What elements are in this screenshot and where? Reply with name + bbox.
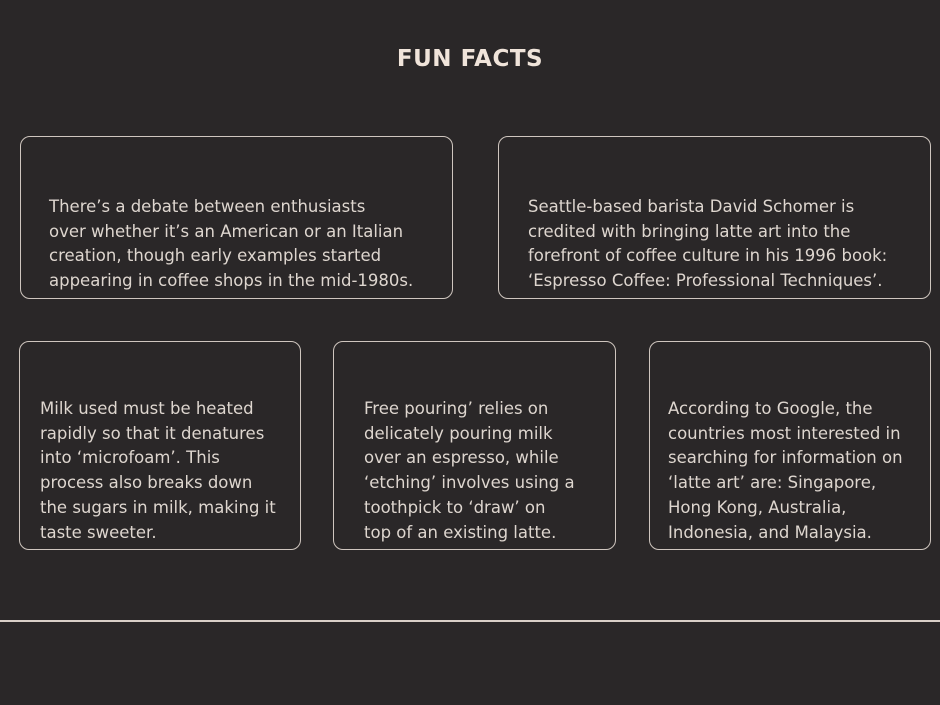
page-title: FUN FACTS [396, 46, 544, 72]
fact-text: There’s a debate between enthusiasts over whether it’s an American or an Italian creation, though early examples started appearing in coffee shops in the mid-1980s. [49, 196, 414, 291]
fact-text: Free pouring’ relies on delicately pouring milk over an espresso, while ‘etching’ involves using a toothpick to ‘draw’ on top of an existing latte. [364, 398, 575, 542]
fact-text: Milk used must be heated rapidly so that it denatures into ‘microfoam’. This process also breaks down the sugars in milk, making it taste sweeter. [40, 398, 276, 542]
fact-text: According to Google, the countries most interested in searching for information on ‘latte art’ are: Singapore, Hong Kong, Australia, Indonesia, and Malaysia. [668, 398, 903, 542]
bottom-divider [0, 620, 940, 622]
fact-card-origin [20, 136, 453, 299]
fact-card-pouring [333, 341, 616, 550]
fact-text: Seattle-based barista David Schomer is credited with bringing latte art into the forefront of coffee culture in his 1996 book: ‘Espresso Coffee: Professional Techniques’. [528, 196, 888, 291]
fact-card-microfoam [19, 341, 301, 550]
fact-card-seattle [498, 136, 931, 299]
fact-card-google [649, 341, 931, 550]
